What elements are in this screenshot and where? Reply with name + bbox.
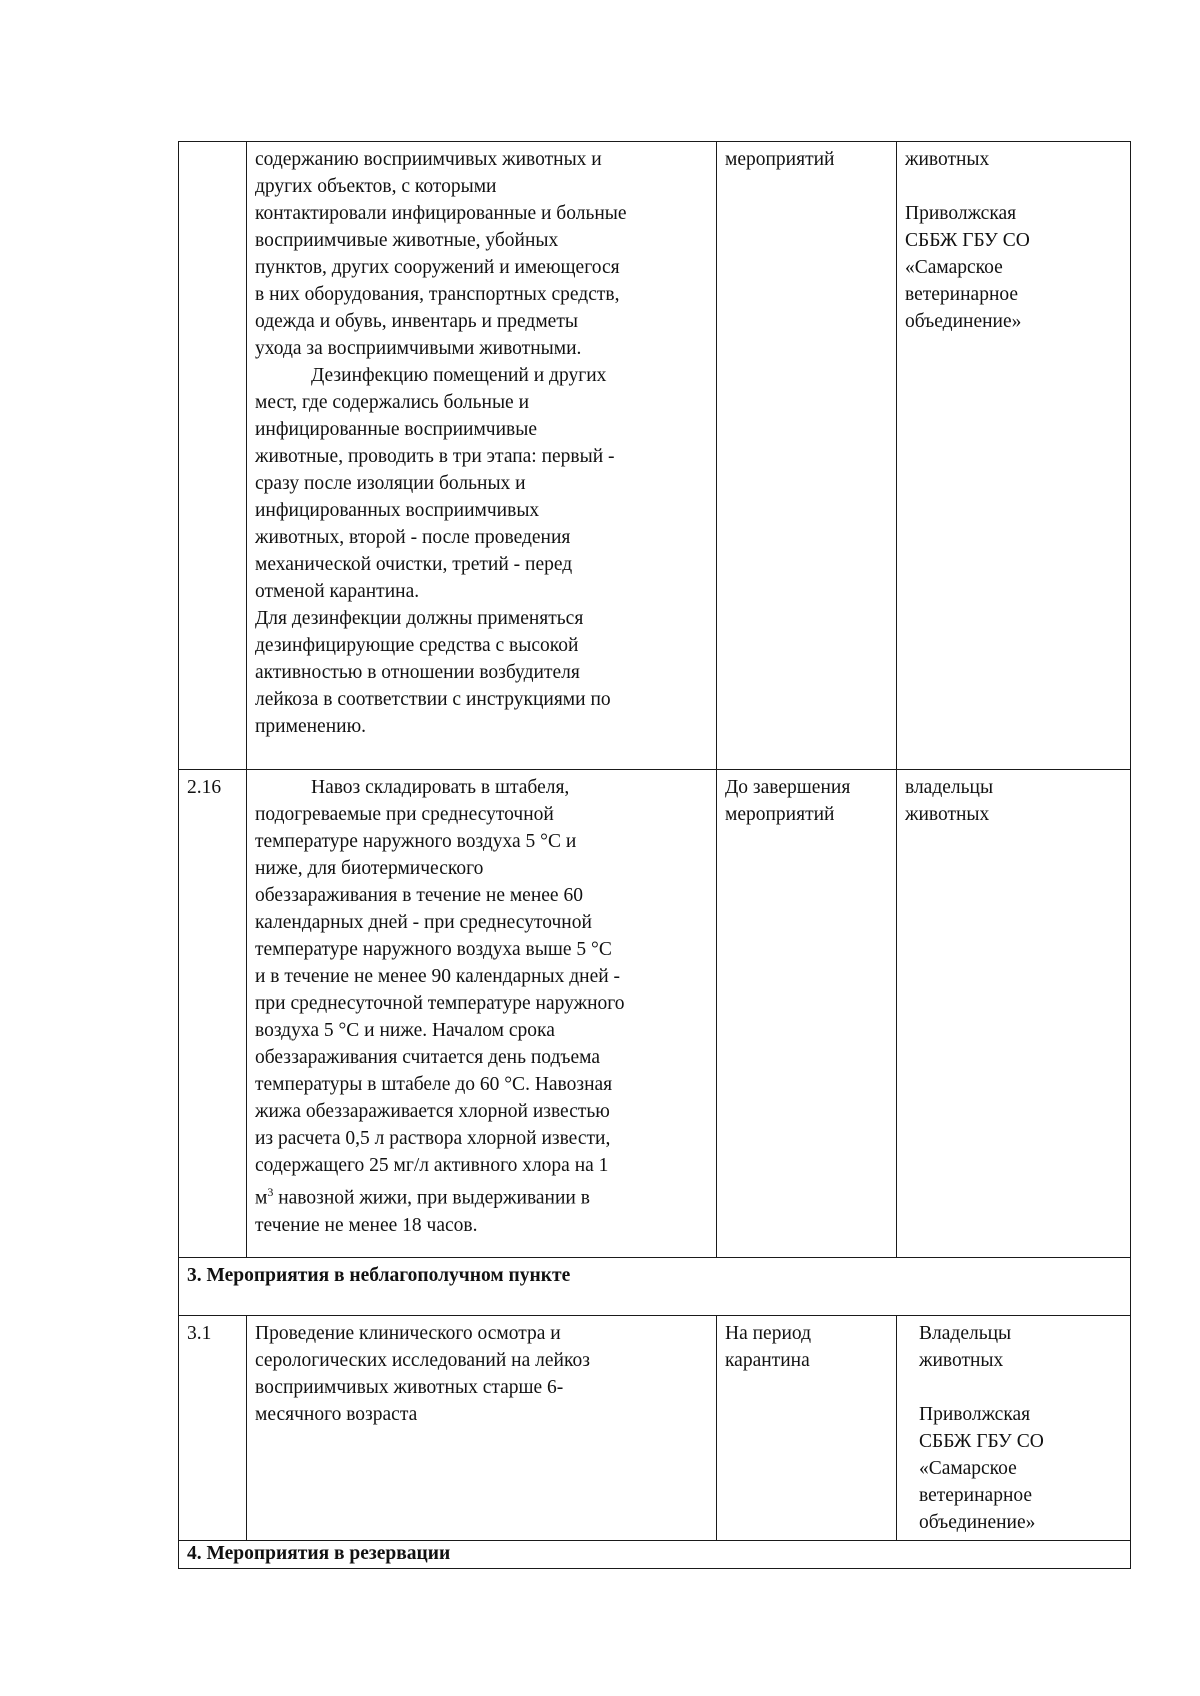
measure-description-cell: Проведение клинического осмотра и серологических исследований на лейкоз восприимчивых животных старше 6- месячного возраста	[247, 1316, 717, 1541]
term-cell: На период карантина	[717, 1316, 897, 1541]
table-row-continued	[178, 141, 1131, 1569]
section-heading: 4. Мероприятия в резервации	[179, 1541, 1131, 1569]
section-heading: 3. Мероприятия в неблагополучном пункте	[179, 1258, 1131, 1316]
responsible-cell: владельцы животных	[897, 770, 1131, 1258]
row-number-cell: 3.1	[179, 1316, 247, 1541]
measure-paragraph-1: содержанию восприимчивых животных и других объектов, с которыми контактировали инфицированные и больные восприимчивые животные, убойных пунктов, других сооружений и имеющегося в них оборудования, транспортных средств, одежда и обувь, инвентарь и предметы ухода за восприимчивыми животными.	[255, 149, 627, 359]
measure-paragraph-3: Для дезинфекции должны применяться дезинфицирующие средства с высокой активностью в отношении возбудителя лейкоза в соответствии с инструкциями по применению.	[255, 608, 611, 737]
term-cell: До завершения мероприятий	[717, 770, 897, 1258]
measure-description-cell	[247, 142, 717, 770]
responsible-cell: животных Приволжская СББЖ ГБУ СО «Самарское ветеринарное объединение»	[897, 142, 1131, 770]
measure-description-cell: Навоз складировать в штабеля, подогреваемые при среднесуточной температуре наружного воздуха 5 °С и ниже, для биотермического обеззараживания в течение не менее 60 календарных дней - при среднесуточной температуре наружного воздуха выше 5 °С и в течение не менее 90 календарных дней - при среднесуточной температуре наружного воздуха 5 °С и ниже. Началом срока обеззараживания считается день подъема температуры в штабеле до 60 °С. Навозная жижа обеззараживается хлорной известью из расчета 0,5 л раствора хлорной извести, содержащего 25 мг/л активного хлора на 1 $м^3$ навозной жижи, при выдерживании в течение не менее 18 часов.	[247, 770, 717, 1258]
measure-paragraph-2: Дезинфекцию помещений и других мест, где содержались больные и инфицированные восприимчивые животные, проводить в три этапа: первый - сразу после изоляции больных и инфицированных восприимчивых животных, второй - после проведения механической очистки, третий - перед отменой карантина.	[255, 365, 615, 602]
row-number-cell: 2.16	[179, 770, 247, 1258]
row-number-cell	[179, 142, 247, 770]
responsible-cell: Владельцы животных Приволжская СББЖ ГБУ СО «Самарское ветеринарное объединение»	[897, 1316, 1131, 1541]
term-cell: мероприятий	[717, 142, 897, 770]
